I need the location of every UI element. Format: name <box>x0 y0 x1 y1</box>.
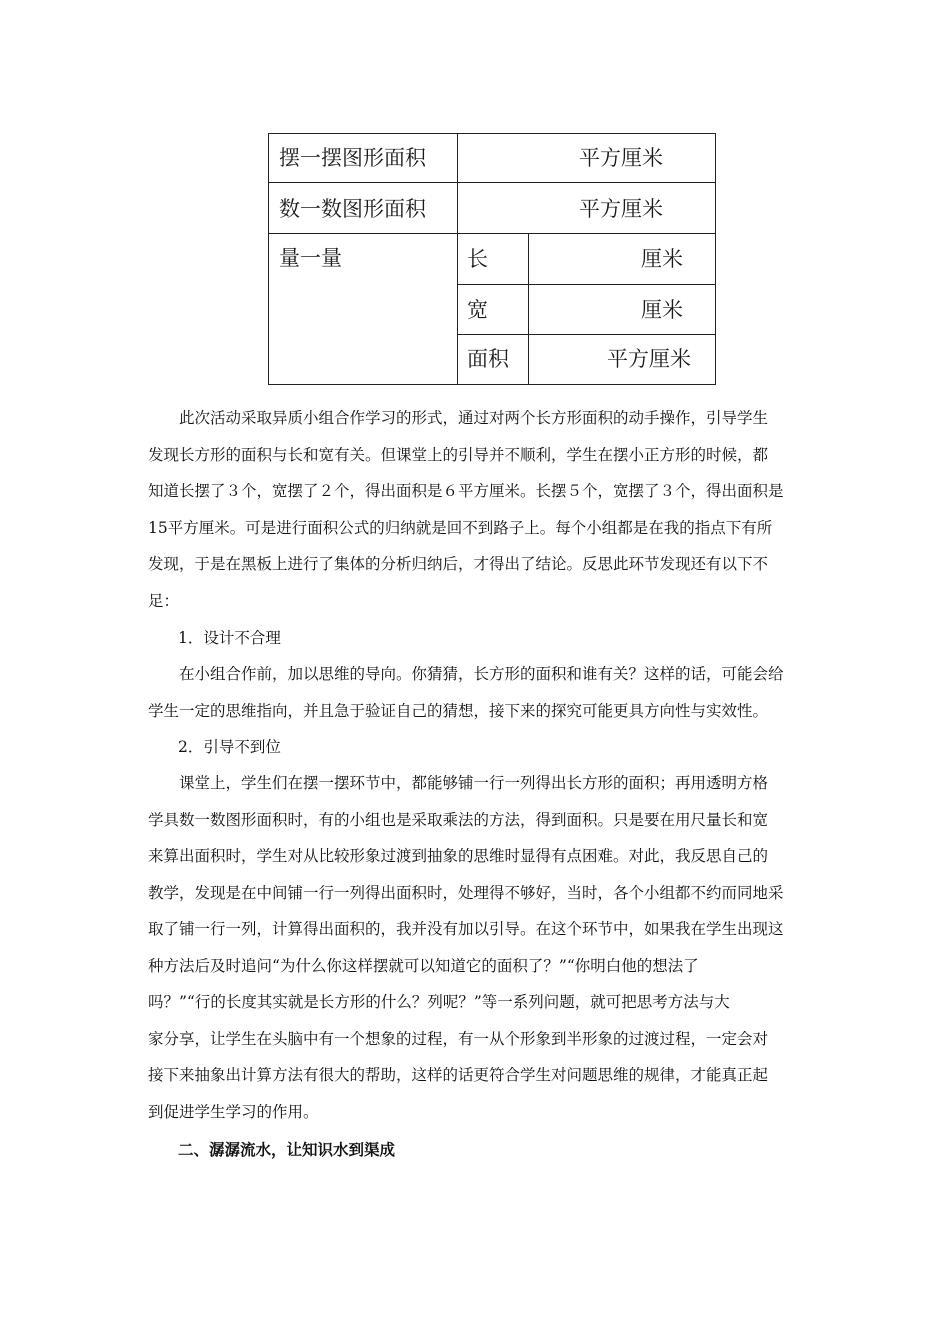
sub-row-label-area: 面积 <box>467 347 509 371</box>
text-line: 在小组合作前，加以思维的导向。你猜猜，长方形的面积和谁有关？这样的话，可能会给 <box>148 665 784 683</box>
text-line: 到促进学生学习的作用。 <box>148 1102 319 1121</box>
text-line: 学生一定的思维指向，并且急于验证自己的猜想，接下来的探究可能更具方向性与实效性。 <box>148 701 769 720</box>
text-line: 学具数一数图形面积时，有的小组也是采取乘法的方法，得到面积。只是要在用尺量长和宽 <box>148 810 769 829</box>
text-line: 教学，发现是在中间铺一行一列得出面积时，处理得不够好，当时，各个小组都不约而同地采 <box>148 883 784 902</box>
text-line: 知道长摆了３个，宽摆了２个，得出面积是６平方厘米。长摆５个，宽摆了３个，得出面积是 <box>148 482 784 500</box>
list-item-title-guidance: 2．引导不到位 <box>178 738 281 756</box>
sub-row-value-area: 平方厘米 <box>607 347 691 371</box>
text-line: 取了铺一行一列，计算得出面积的，我并没有加以引导。在这个环节中，如果我在学生出现这 <box>148 920 784 938</box>
paragraph-activity-reflection <box>148 400 808 619</box>
table-divider <box>528 233 529 384</box>
text-line: 来算出面积时，学生对从比较形象过渡到抽象的思维时显得有点困难。对此，我反思自己的 <box>148 847 769 865</box>
text-line: 种方法后及时追问“为什么你这样摆就可以知道它的面积了？”“你明白他的想法了 <box>148 956 699 975</box>
paragraph-guidance <box>148 765 808 1130</box>
text-line: 足： <box>148 591 180 610</box>
sub-row-value-width: 厘米 <box>641 298 683 322</box>
row-label-arrange: 摆一摆图形面积 <box>279 146 426 170</box>
sub-row-label-length: 长 <box>467 247 488 271</box>
text-line: 家分享，让学生在头脑中有一个想象的过程，有一从个形象到半形象的过渡过程，一定会对 <box>148 1029 769 1048</box>
table-divider <box>457 134 458 384</box>
row-value-count: 平方厘米 <box>579 197 663 221</box>
text-line: 发现，于是在黑板上进行了集体的分析归纳后，才得出了结论。反思此环节发现还有以下不 <box>148 555 769 573</box>
list-item-title-design: 1．设计不合理 <box>178 629 281 647</box>
table-divider <box>269 233 715 234</box>
text-line: 接下来抽象出计算方法有很大的帮助，这样的话更符合学生对问题思维的规律，才能真正起 <box>148 1066 769 1084</box>
text-line: 15平方厘米。可是进行面积公式的归纳就是回不到路子上。每个小组都是在我的指点下有所 <box>148 518 773 537</box>
text-line: 课堂上，学生们在摆一摆环节中，都能够铺一行一列得出长方形的面积；再用透明方格 <box>148 774 769 792</box>
text-line: 发现长方形的面积与长和宽有关。但课堂上的引导并不顺利，学生在摆小正方形的时候，都 <box>148 445 769 464</box>
table-divider <box>457 334 715 335</box>
row-value-arrange: 平方厘米 <box>579 146 663 170</box>
table-divider <box>457 284 715 285</box>
row-label-measure: 量一量 <box>279 246 342 270</box>
section-heading: 二、潺潺流水，让知识水到渠成 <box>178 1141 396 1159</box>
row-label-count: 数一数图形面积 <box>279 197 426 221</box>
text-line: 此次活动采取异质小组合作学习的形式，通过对两个长方形面积的动手操作，引导学生 <box>148 409 769 427</box>
sub-row-label-width: 宽 <box>467 298 488 322</box>
text-line: 吗？”“行的长度其实就是长方形的什么？列呢？”等一系列问题，就可把思考方法与大 <box>148 993 730 1011</box>
paragraph-design <box>148 656 808 729</box>
table-divider <box>269 182 715 183</box>
measurement-table <box>268 133 716 385</box>
sub-row-value-length: 厘米 <box>641 247 683 271</box>
